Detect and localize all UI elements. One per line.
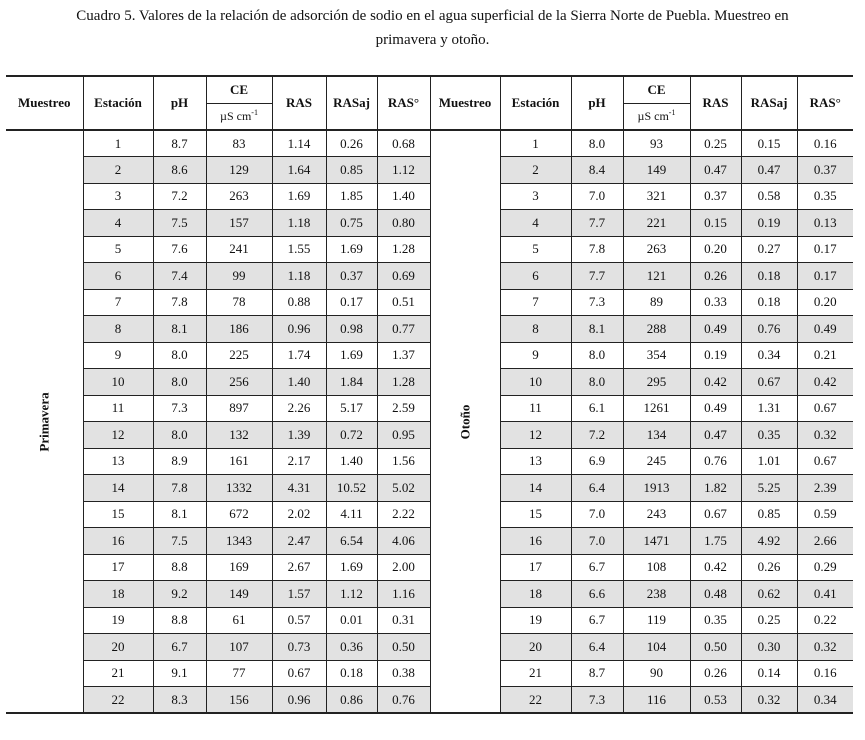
header-raso: RAS° [377, 76, 430, 130]
primavera-estacion-cell: 12 [83, 422, 153, 449]
group-primavera [6, 130, 83, 713]
header-estacion: Estación [83, 76, 153, 130]
group-label-primavera: Primavera [36, 391, 52, 452]
otono-ras-cell: 0.50 [690, 634, 741, 661]
primavera-raso-cell: 0.77 [377, 316, 430, 343]
caption-line-2: primavera y otoño. [375, 32, 490, 48]
otono-estacion-cell: 22 [500, 687, 571, 714]
primavera-ras-cell: 1.40 [272, 369, 326, 396]
otono-raso-cell: 0.16 [797, 660, 853, 687]
header-ce: CE [206, 76, 272, 103]
ce-unit-exponent: -1 [251, 108, 258, 118]
primavera-ce-cell: 83 [206, 130, 272, 157]
primavera-ras-cell: 1.57 [272, 581, 326, 608]
primavera-rasaj-cell: 1.84 [326, 369, 377, 396]
otono-estacion-cell: 18 [500, 581, 571, 608]
primavera-raso-cell: 1.12 [377, 157, 430, 184]
otono-ce-cell: 89 [623, 289, 690, 316]
primavera-ce-cell: 1343 [206, 528, 272, 555]
otono-estacion-cell: 4 [500, 210, 571, 237]
otono-rasaj-cell: 0.58 [741, 183, 797, 210]
otono-ce-cell: 263 [623, 236, 690, 263]
otono-ce-cell: 221 [623, 210, 690, 237]
primavera-ph-cell: 8.1 [153, 316, 206, 343]
header-ph: pH [153, 76, 206, 130]
primavera-raso-cell: 1.16 [377, 581, 430, 608]
otono-ras-cell: 1.82 [690, 475, 741, 502]
primavera-estacion-cell: 5 [83, 236, 153, 263]
otono-raso-cell: 0.32 [797, 422, 853, 449]
primavera-ph-cell: 7.6 [153, 236, 206, 263]
header-raso-2: RAS° [797, 76, 853, 130]
primavera-ras-cell: 2.67 [272, 554, 326, 581]
otono-ph-cell: 7.0 [571, 183, 623, 210]
primavera-rasaj-cell: 1.69 [326, 236, 377, 263]
otono-estacion-cell: 6 [500, 263, 571, 290]
header-muestreo: Muestreo [6, 76, 83, 130]
primavera-estacion-cell: 21 [83, 660, 153, 687]
otono-rasaj-cell: 0.14 [741, 660, 797, 687]
primavera-raso-cell: 1.37 [377, 342, 430, 369]
otono-rasaj-cell: 1.01 [741, 448, 797, 475]
primavera-ph-cell: 9.2 [153, 581, 206, 608]
otono-ce-cell: 1471 [623, 528, 690, 555]
primavera-ce-cell: 61 [206, 607, 272, 634]
otono-rasaj-cell: 0.18 [741, 289, 797, 316]
table-row [6, 130, 853, 157]
table-body [6, 130, 853, 713]
primavera-ph-cell: 7.3 [153, 395, 206, 422]
primavera-rasaj-cell: 0.36 [326, 634, 377, 661]
primavera-ce-cell: 149 [206, 581, 272, 608]
primavera-ph-cell: 7.5 [153, 210, 206, 237]
otono-ph-cell: 8.4 [571, 157, 623, 184]
otono-estacion-cell: 11 [500, 395, 571, 422]
primavera-raso-cell: 0.76 [377, 687, 430, 714]
primavera-ph-cell: 8.7 [153, 130, 206, 157]
primavera-estacion-cell: 6 [83, 263, 153, 290]
primavera-rasaj-cell: 0.72 [326, 422, 377, 449]
otono-raso-cell: 0.67 [797, 448, 853, 475]
primavera-ras-cell: 1.64 [272, 157, 326, 184]
otono-rasaj-cell: 0.15 [741, 130, 797, 157]
otono-estacion-cell: 13 [500, 448, 571, 475]
primavera-estacion-cell: 8 [83, 316, 153, 343]
primavera-ce-cell: 132 [206, 422, 272, 449]
otono-raso-cell: 2.39 [797, 475, 853, 502]
otono-rasaj-cell: 1.31 [741, 395, 797, 422]
otono-ce-cell: 243 [623, 501, 690, 528]
otono-ras-cell: 0.37 [690, 183, 741, 210]
otono-ph-cell: 6.6 [571, 581, 623, 608]
primavera-estacion-cell: 22 [83, 687, 153, 714]
primavera-raso-cell: 0.31 [377, 607, 430, 634]
primavera-ph-cell: 7.2 [153, 183, 206, 210]
otono-raso-cell: 0.42 [797, 369, 853, 396]
otono-ras-cell: 0.19 [690, 342, 741, 369]
primavera-ph-cell: 8.9 [153, 448, 206, 475]
primavera-ce-cell: 77 [206, 660, 272, 687]
otono-ph-cell: 8.0 [571, 369, 623, 396]
primavera-raso-cell: 1.28 [377, 369, 430, 396]
sodium-adsorption-table [6, 75, 853, 714]
primavera-ras-cell: 4.31 [272, 475, 326, 502]
primavera-ras-cell: 2.02 [272, 501, 326, 528]
otono-rasaj-cell: 0.32 [741, 687, 797, 714]
primavera-ph-cell: 8.8 [153, 554, 206, 581]
otono-ce-cell: 134 [623, 422, 690, 449]
primavera-ce-cell: 672 [206, 501, 272, 528]
primavera-ras-cell: 0.88 [272, 289, 326, 316]
primavera-estacion-cell: 2 [83, 157, 153, 184]
otono-estacion-cell: 3 [500, 183, 571, 210]
primavera-rasaj-cell: 0.18 [326, 660, 377, 687]
primavera-ras-cell: 0.67 [272, 660, 326, 687]
otono-estacion-cell: 15 [500, 501, 571, 528]
otono-rasaj-cell: 0.76 [741, 316, 797, 343]
primavera-ce-cell: 129 [206, 157, 272, 184]
otono-ph-cell: 7.2 [571, 422, 623, 449]
primavera-raso-cell: 0.38 [377, 660, 430, 687]
otono-ce-cell: 1261 [623, 395, 690, 422]
primavera-rasaj-cell: 1.85 [326, 183, 377, 210]
otono-ras-cell: 0.49 [690, 316, 741, 343]
otono-raso-cell: 0.17 [797, 263, 853, 290]
primavera-rasaj-cell: 0.17 [326, 289, 377, 316]
otono-raso-cell: 2.66 [797, 528, 853, 555]
otono-ras-cell: 0.26 [690, 660, 741, 687]
primavera-ph-cell: 6.7 [153, 634, 206, 661]
primavera-ras-cell: 2.26 [272, 395, 326, 422]
primavera-ce-cell: 897 [206, 395, 272, 422]
otono-estacion-cell: 10 [500, 369, 571, 396]
otono-ph-cell: 8.1 [571, 316, 623, 343]
otono-ras-cell: 0.33 [690, 289, 741, 316]
otono-raso-cell: 0.22 [797, 607, 853, 634]
otono-estacion-cell: 17 [500, 554, 571, 581]
otono-ph-cell: 7.8 [571, 236, 623, 263]
primavera-rasaj-cell: 1.40 [326, 448, 377, 475]
primavera-raso-cell: 0.80 [377, 210, 430, 237]
otono-rasaj-cell: 0.18 [741, 263, 797, 290]
otono-ph-cell: 7.7 [571, 263, 623, 290]
otono-raso-cell: 0.41 [797, 581, 853, 608]
otono-ras-cell: 0.20 [690, 236, 741, 263]
otono-ce-cell: 354 [623, 342, 690, 369]
primavera-ph-cell: 8.6 [153, 157, 206, 184]
primavera-raso-cell: 2.00 [377, 554, 430, 581]
header-ras: RAS [272, 76, 326, 130]
otono-ce-cell: 116 [623, 687, 690, 714]
header-ph-2: pH [571, 76, 623, 130]
primavera-ras-cell: 0.96 [272, 687, 326, 714]
otono-raso-cell: 0.32 [797, 634, 853, 661]
primavera-rasaj-cell: 1.69 [326, 342, 377, 369]
header-ce-unit-2 [623, 103, 690, 130]
primavera-ras-cell: 1.69 [272, 183, 326, 210]
primavera-ce-cell: 225 [206, 342, 272, 369]
otono-ph-cell: 7.3 [571, 289, 623, 316]
otono-ras-cell: 0.67 [690, 501, 741, 528]
primavera-ph-cell: 7.4 [153, 263, 206, 290]
otono-raso-cell: 0.21 [797, 342, 853, 369]
otono-ce-cell: 321 [623, 183, 690, 210]
primavera-estacion-cell: 18 [83, 581, 153, 608]
primavera-estacion-cell: 3 [83, 183, 153, 210]
otono-ras-cell: 0.42 [690, 554, 741, 581]
otono-ras-cell: 0.26 [690, 263, 741, 290]
otono-ce-cell: 245 [623, 448, 690, 475]
primavera-ce-cell: 156 [206, 687, 272, 714]
primavera-ph-cell: 8.0 [153, 369, 206, 396]
otono-ph-cell: 7.0 [571, 501, 623, 528]
primavera-ph-cell: 7.8 [153, 475, 206, 502]
primavera-ras-cell: 2.47 [272, 528, 326, 555]
otono-ph-cell: 7.7 [571, 210, 623, 237]
primavera-estacion-cell: 11 [83, 395, 153, 422]
otono-ph-cell: 6.9 [571, 448, 623, 475]
otono-ras-cell: 0.47 [690, 422, 741, 449]
primavera-ce-cell: 161 [206, 448, 272, 475]
otono-ph-cell: 6.4 [571, 634, 623, 661]
primavera-estacion-cell: 13 [83, 448, 153, 475]
primavera-ras-cell: 2.17 [272, 448, 326, 475]
primavera-ce-cell: 78 [206, 289, 272, 316]
otono-estacion-cell: 14 [500, 475, 571, 502]
primavera-ras-cell: 1.55 [272, 236, 326, 263]
primavera-ras-cell: 1.18 [272, 263, 326, 290]
primavera-estacion-cell: 17 [83, 554, 153, 581]
ce-unit-exponent-2: -1 [668, 108, 676, 118]
table-caption [0, 4, 865, 52]
otono-rasaj-cell: 0.34 [741, 342, 797, 369]
primavera-ras-cell: 1.39 [272, 422, 326, 449]
otono-ce-cell: 288 [623, 316, 690, 343]
primavera-ce-cell: 99 [206, 263, 272, 290]
otono-ph-cell: 6.4 [571, 475, 623, 502]
primavera-ras-cell: 0.96 [272, 316, 326, 343]
otono-rasaj-cell: 0.25 [741, 607, 797, 634]
primavera-ras-cell: 0.57 [272, 607, 326, 634]
otono-rasaj-cell: 0.47 [741, 157, 797, 184]
otono-ras-cell: 0.15 [690, 210, 741, 237]
primavera-estacion-cell: 7 [83, 289, 153, 316]
otono-raso-cell: 0.29 [797, 554, 853, 581]
primavera-raso-cell: 0.95 [377, 422, 430, 449]
primavera-ce-cell: 107 [206, 634, 272, 661]
primavera-rasaj-cell: 6.54 [326, 528, 377, 555]
primavera-raso-cell: 1.40 [377, 183, 430, 210]
otono-rasaj-cell: 0.27 [741, 236, 797, 263]
otono-ph-cell: 6.7 [571, 554, 623, 581]
primavera-ce-cell: 169 [206, 554, 272, 581]
otono-ce-cell: 108 [623, 554, 690, 581]
primavera-ph-cell: 7.5 [153, 528, 206, 555]
primavera-ce-cell: 186 [206, 316, 272, 343]
otono-ph-cell: 8.0 [571, 130, 623, 157]
otono-ph-cell: 6.1 [571, 395, 623, 422]
primavera-rasaj-cell: 0.37 [326, 263, 377, 290]
header-ras-2: RAS [690, 76, 741, 130]
primavera-raso-cell: 0.50 [377, 634, 430, 661]
otono-estacion-cell: 21 [500, 660, 571, 687]
otono-raso-cell: 0.35 [797, 183, 853, 210]
otono-ph-cell: 6.7 [571, 607, 623, 634]
primavera-ce-cell: 241 [206, 236, 272, 263]
otono-ph-cell: 7.3 [571, 687, 623, 714]
group-label-otono: Otoño [456, 404, 472, 439]
primavera-rasaj-cell: 1.12 [326, 581, 377, 608]
otono-rasaj-cell: 5.25 [741, 475, 797, 502]
table-header [6, 76, 853, 130]
primavera-raso-cell: 1.56 [377, 448, 430, 475]
otono-ce-cell: 149 [623, 157, 690, 184]
primavera-rasaj-cell: 1.69 [326, 554, 377, 581]
primavera-estacion-cell: 1 [83, 130, 153, 157]
otono-estacion-cell: 7 [500, 289, 571, 316]
primavera-rasaj-cell: 10.52 [326, 475, 377, 502]
primavera-ph-cell: 9.1 [153, 660, 206, 687]
primavera-estacion-cell: 4 [83, 210, 153, 237]
otono-ras-cell: 0.76 [690, 448, 741, 475]
header-rasaj-2: RASaj [741, 76, 797, 130]
primavera-estacion-cell: 16 [83, 528, 153, 555]
otono-ce-cell: 119 [623, 607, 690, 634]
otono-rasaj-cell: 4.92 [741, 528, 797, 555]
otono-rasaj-cell: 0.35 [741, 422, 797, 449]
header-muestreo-2: Muestreo [430, 76, 500, 130]
primavera-ce-cell: 256 [206, 369, 272, 396]
caption-line-1: Cuadro 5. Valores de la relación de adsorción de sodio en el agua superficial de la Sierra Norte de Puebla. Muestreo en [76, 8, 789, 24]
otono-raso-cell: 0.17 [797, 236, 853, 263]
otono-ras-cell: 0.35 [690, 607, 741, 634]
primavera-raso-cell: 2.22 [377, 501, 430, 528]
primavera-estacion-cell: 15 [83, 501, 153, 528]
primavera-ph-cell: 8.0 [153, 422, 206, 449]
primavera-rasaj-cell: 0.85 [326, 157, 377, 184]
otono-estacion-cell: 1 [500, 130, 571, 157]
otono-rasaj-cell: 0.30 [741, 634, 797, 661]
primavera-raso-cell: 0.69 [377, 263, 430, 290]
otono-ce-cell: 1913 [623, 475, 690, 502]
otono-estacion-cell: 16 [500, 528, 571, 555]
otono-ce-cell: 121 [623, 263, 690, 290]
primavera-ras-cell: 0.73 [272, 634, 326, 661]
otono-ras-cell: 0.25 [690, 130, 741, 157]
otono-rasaj-cell: 0.85 [741, 501, 797, 528]
otono-rasaj-cell: 0.26 [741, 554, 797, 581]
otono-ce-cell: 238 [623, 581, 690, 608]
otono-rasaj-cell: 0.67 [741, 369, 797, 396]
otono-estacion-cell: 9 [500, 342, 571, 369]
ce-unit-text: µS cm [220, 109, 252, 124]
ce-unit-text-2: µS cm [637, 109, 669, 124]
primavera-ras-cell: 1.74 [272, 342, 326, 369]
otono-estacion-cell: 12 [500, 422, 571, 449]
primavera-ph-cell: 8.1 [153, 501, 206, 528]
primavera-raso-cell: 1.28 [377, 236, 430, 263]
header-estacion-2: Estación [500, 76, 571, 130]
otono-ras-cell: 0.42 [690, 369, 741, 396]
otono-raso-cell: 0.13 [797, 210, 853, 237]
primavera-raso-cell: 5.02 [377, 475, 430, 502]
otono-ras-cell: 0.47 [690, 157, 741, 184]
primavera-ph-cell: 8.3 [153, 687, 206, 714]
otono-ph-cell: 8.7 [571, 660, 623, 687]
otono-ph-cell: 8.0 [571, 342, 623, 369]
primavera-raso-cell: 2.59 [377, 395, 430, 422]
primavera-ras-cell: 1.14 [272, 130, 326, 157]
otono-raso-cell: 0.67 [797, 395, 853, 422]
primavera-ce-cell: 157 [206, 210, 272, 237]
header-ce-unit [206, 103, 272, 130]
otono-raso-cell: 0.34 [797, 687, 853, 714]
otono-estacion-cell: 19 [500, 607, 571, 634]
otono-ph-cell: 7.0 [571, 528, 623, 555]
otono-raso-cell: 0.49 [797, 316, 853, 343]
otono-rasaj-cell: 0.62 [741, 581, 797, 608]
primavera-ph-cell: 8.0 [153, 342, 206, 369]
otono-rasaj-cell: 0.19 [741, 210, 797, 237]
header-ce-2: CE [623, 76, 690, 103]
primavera-rasaj-cell: 5.17 [326, 395, 377, 422]
otono-ras-cell: 0.49 [690, 395, 741, 422]
primavera-ph-cell: 7.8 [153, 289, 206, 316]
primavera-raso-cell: 4.06 [377, 528, 430, 555]
primavera-estacion-cell: 10 [83, 369, 153, 396]
primavera-ras-cell: 1.18 [272, 210, 326, 237]
primavera-ce-cell: 1332 [206, 475, 272, 502]
primavera-rasaj-cell: 0.98 [326, 316, 377, 343]
otono-ras-cell: 1.75 [690, 528, 741, 555]
otono-raso-cell: 0.20 [797, 289, 853, 316]
otono-estacion-cell: 8 [500, 316, 571, 343]
otono-raso-cell: 0.59 [797, 501, 853, 528]
primavera-estacion-cell: 20 [83, 634, 153, 661]
primavera-ce-cell: 263 [206, 183, 272, 210]
header-rasaj: RASaj [326, 76, 377, 130]
group-otono [430, 130, 500, 713]
otono-ce-cell: 104 [623, 634, 690, 661]
otono-estacion-cell: 2 [500, 157, 571, 184]
primavera-rasaj-cell: 0.01 [326, 607, 377, 634]
primavera-estacion-cell: 14 [83, 475, 153, 502]
otono-raso-cell: 0.37 [797, 157, 853, 184]
primavera-raso-cell: 0.68 [377, 130, 430, 157]
primavera-rasaj-cell: 0.75 [326, 210, 377, 237]
primavera-estacion-cell: 19 [83, 607, 153, 634]
otono-estacion-cell: 20 [500, 634, 571, 661]
otono-ras-cell: 0.48 [690, 581, 741, 608]
primavera-estacion-cell: 9 [83, 342, 153, 369]
primavera-ph-cell: 8.8 [153, 607, 206, 634]
primavera-rasaj-cell: 0.26 [326, 130, 377, 157]
otono-ras-cell: 0.53 [690, 687, 741, 714]
primavera-raso-cell: 0.51 [377, 289, 430, 316]
otono-ce-cell: 93 [623, 130, 690, 157]
otono-raso-cell: 0.16 [797, 130, 853, 157]
otono-ce-cell: 295 [623, 369, 690, 396]
primavera-rasaj-cell: 0.86 [326, 687, 377, 714]
primavera-rasaj-cell: 4.11 [326, 501, 377, 528]
otono-ce-cell: 90 [623, 660, 690, 687]
otono-estacion-cell: 5 [500, 236, 571, 263]
